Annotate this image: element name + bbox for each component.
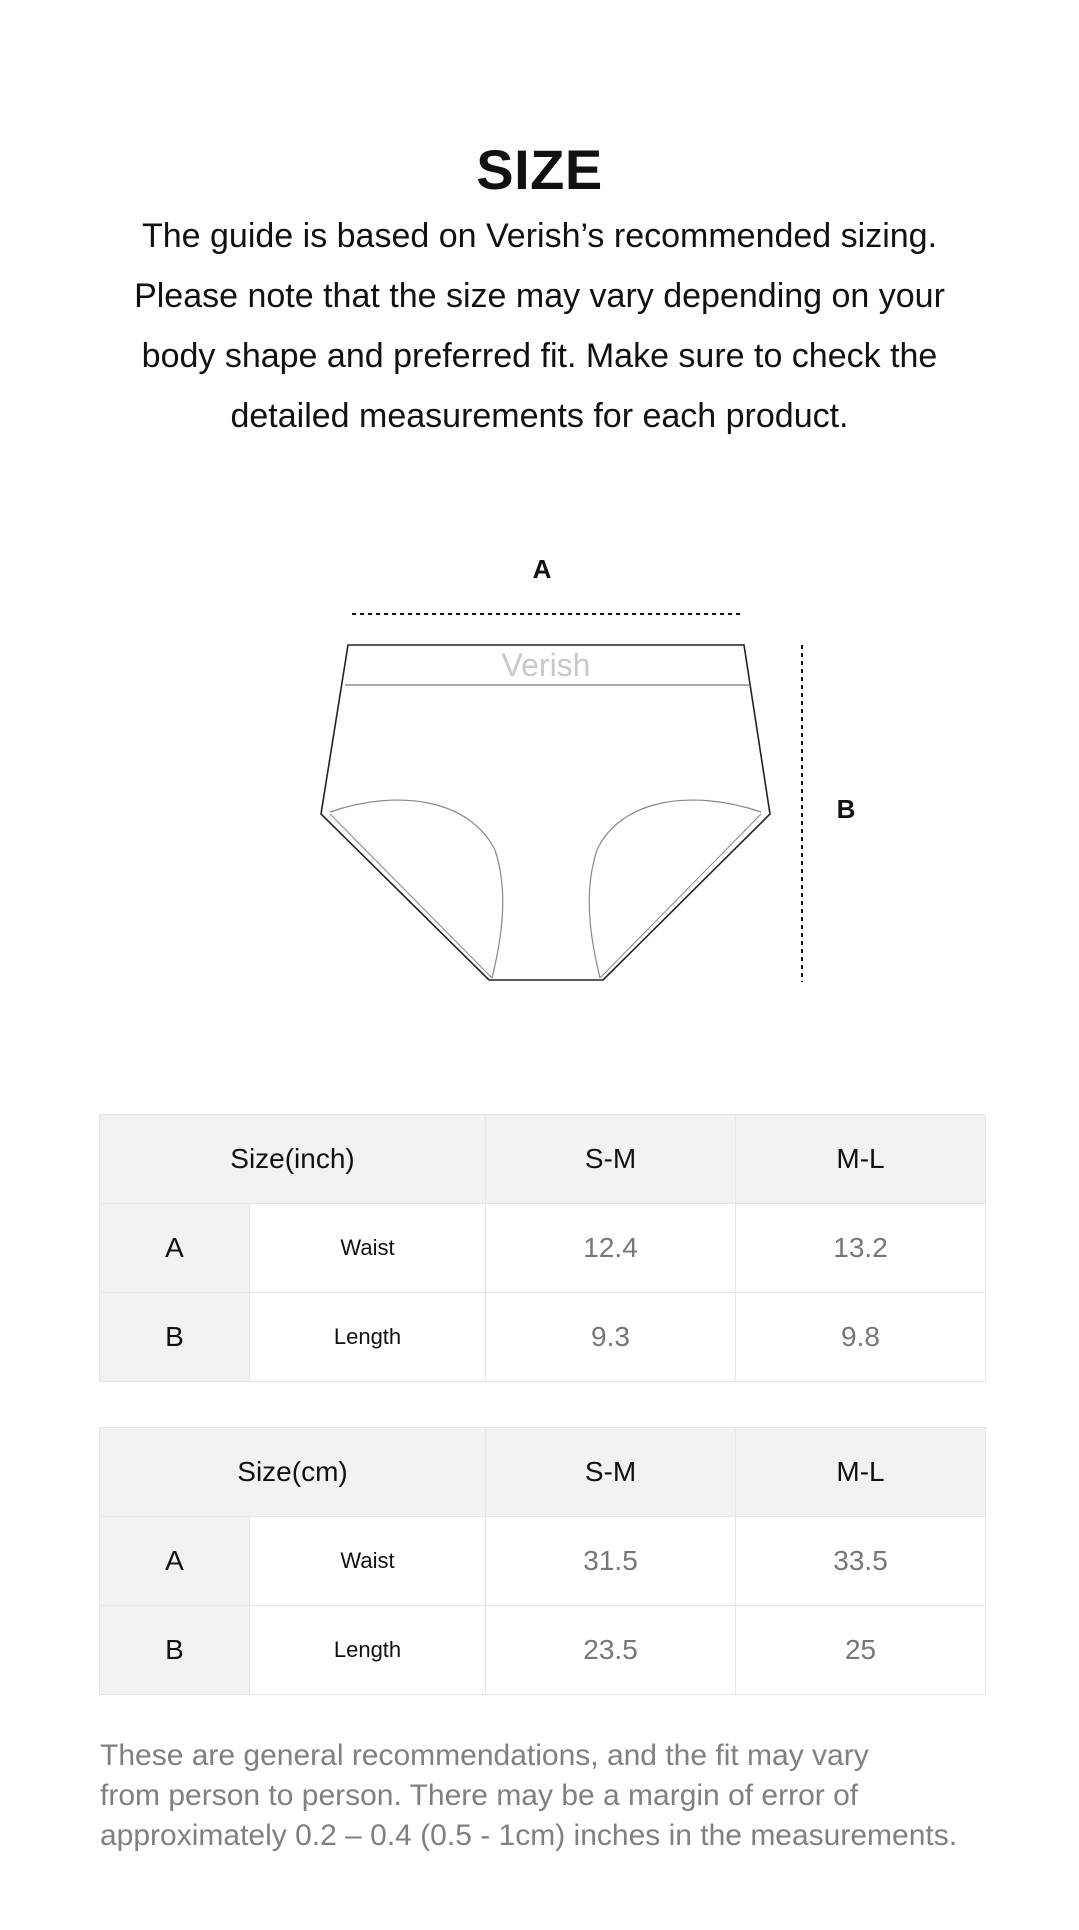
- table-row: [100, 1517, 986, 1606]
- row-label: Length: [250, 1606, 486, 1695]
- note-line: approximately 0.2 – 0.4 (0.5 - 1cm) inches in the measurements.: [100, 1819, 958, 1852]
- intro-text: [80, 206, 999, 446]
- table-header-col: S-M: [486, 1115, 736, 1204]
- size-table-inch: [99, 1114, 986, 1382]
- row-value: 25: [736, 1606, 986, 1695]
- row-key: B: [100, 1293, 250, 1382]
- table-header-row: [100, 1115, 986, 1204]
- intro-line: body shape and preferred fit. Make sure to check the: [141, 337, 938, 375]
- table-row: [100, 1606, 986, 1695]
- intro-line: detailed measurements for each product.: [230, 397, 849, 435]
- table-header-col: M-L: [736, 1428, 986, 1517]
- row-value: 9.8: [736, 1293, 986, 1382]
- waistband-brand: Verish: [501, 647, 591, 683]
- row-value: 9.3: [486, 1293, 736, 1382]
- row-value: 31.5: [486, 1517, 736, 1606]
- row-label: Waist: [250, 1204, 486, 1293]
- row-value: 13.2: [736, 1204, 986, 1293]
- note-line: from person to person. There may be a margin of error of: [100, 1779, 859, 1812]
- table-row: [100, 1293, 986, 1382]
- row-key: A: [100, 1204, 250, 1293]
- table-header-row: [100, 1428, 986, 1517]
- intro-line: Please note that the size may vary depending on your: [134, 277, 945, 315]
- row-key: A: [100, 1517, 250, 1606]
- row-key: B: [100, 1606, 250, 1695]
- row-label: Length: [250, 1293, 486, 1382]
- table-row: [100, 1204, 986, 1293]
- size-diagram: [0, 550, 1079, 1010]
- row-value: 33.5: [736, 1517, 986, 1606]
- page-title: SIZE: [476, 137, 603, 201]
- diagram-label-b: B: [836, 794, 856, 824]
- diagram-label-a: A: [532, 554, 552, 584]
- briefs-outline: [321, 645, 770, 980]
- table-header-col: M-L: [736, 1115, 986, 1204]
- row-label: Waist: [250, 1517, 486, 1606]
- briefs-illustration: [0, 550, 1079, 1010]
- intro-line: The guide is based on Verish’s recommended sizing.: [141, 217, 938, 255]
- table-header-size: Size(cm): [100, 1428, 486, 1517]
- table-header-col: S-M: [486, 1428, 736, 1517]
- size-table-cm: [99, 1427, 986, 1695]
- note-line: These are general recommendations, and the fit may vary: [100, 1739, 869, 1772]
- table-header-size: Size(inch): [100, 1115, 486, 1204]
- row-value: 23.5: [486, 1606, 736, 1695]
- disclaimer-note: [100, 1736, 1030, 1856]
- row-value: 12.4: [486, 1204, 736, 1293]
